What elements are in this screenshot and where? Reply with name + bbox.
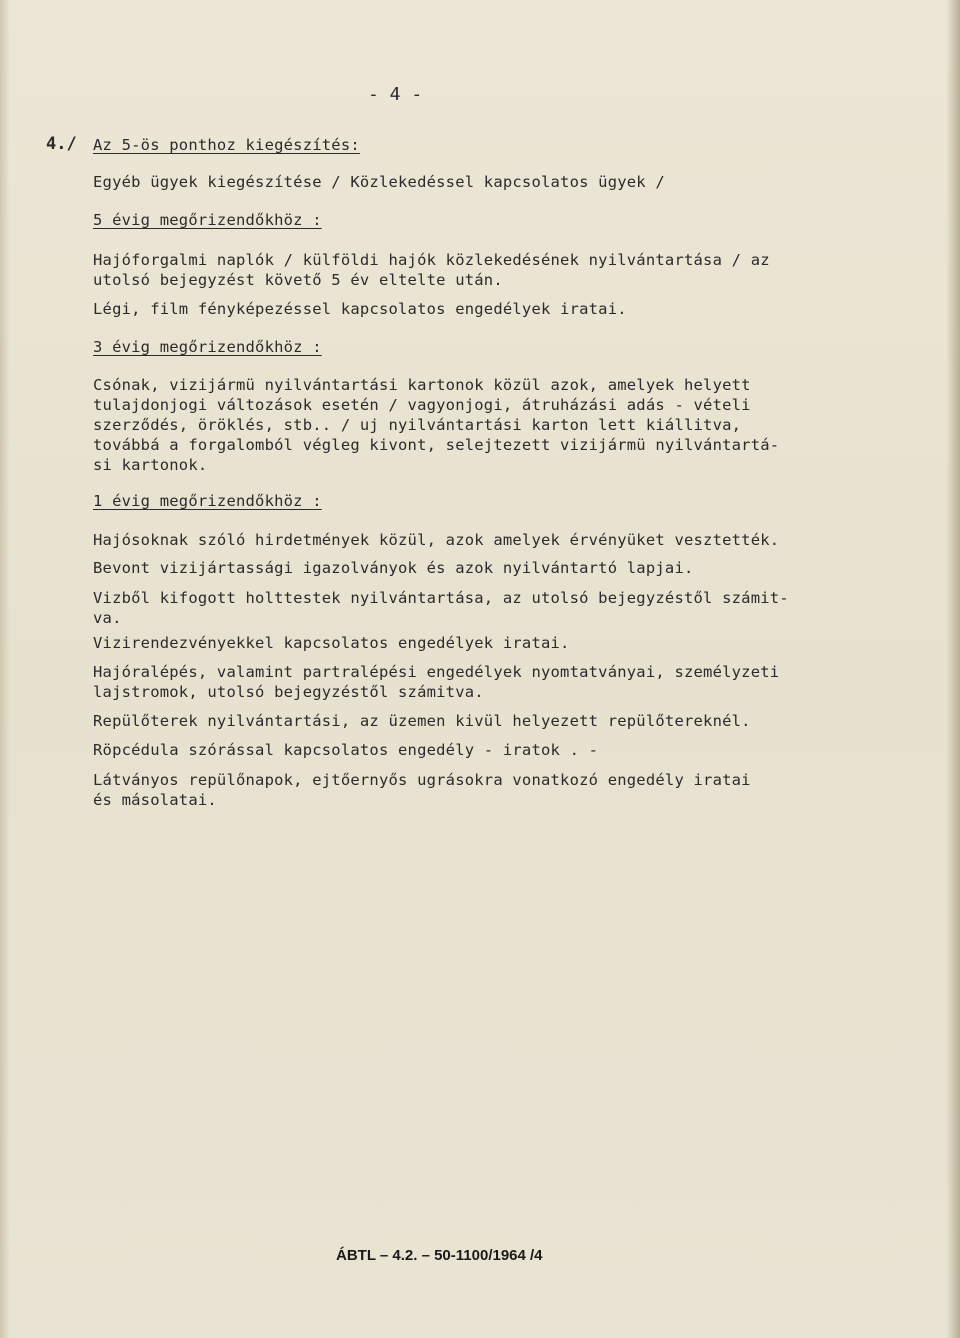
section1-line: Hajósoknak szóló hirdetmények közül, azok amelyek érvényüket vesztették. <box>93 531 780 549</box>
section1-title: 1 évig megőrizendőkhöz : <box>93 492 322 510</box>
section3-line: Csónak, vizijármü nyilvántartási kartonok közül azok, amelyek helyett <box>93 376 751 394</box>
section5-line: utolsó bejegyzést követő 5 év eltelte után. <box>93 271 503 289</box>
section3-line: tulajdonjogi változások esetén / vagyonjogi, átruházási adás - vételi <box>93 396 751 414</box>
section5-line: Hajóforgalmi naplók / külföldi hajók közlekedésének nyilvántartása / az <box>93 251 770 269</box>
page-number: - 4 - <box>368 84 423 105</box>
paper-left-edge <box>0 0 10 1338</box>
section1-line: Vizből kifogott holttestek nyilvántartása, az utolsó bejegyzéstől számit- <box>93 589 789 607</box>
paper-right-edge <box>946 0 960 1338</box>
section1-line: Repülőterek nyilvántartási, az üzemen kivül helyezett repülőtereknél. <box>93 712 751 730</box>
section1-line: Bevont vizijártassági igazolványok és azok nyilvántartó lapjai. <box>93 559 694 577</box>
archive-reference: ÁBTL – 4.2. – 50-1100/1964 /4 <box>336 1247 543 1264</box>
subheading: Egyéb ügyek kiegészítése / Közlekedéssel kapcsolatos ügyek / <box>93 173 665 191</box>
section1-line: Látványos repülőnapok, ejtőernyős ugrásokra vonatkozó engedély iratai <box>93 771 751 789</box>
section5-title: 5 évig megőrizendőkhöz : <box>93 211 322 229</box>
heading: Az 5-ös ponthoz kiegészítés: <box>93 136 360 154</box>
section3-line: si kartonok. <box>93 456 208 474</box>
section3-title: 3 évig megőrizendőkhöz : <box>93 338 322 356</box>
section1-line: va. <box>93 609 122 627</box>
section1-line: Hajóralépés, valamint partralépési engedélyek nyomtatványai, személyzeti <box>93 663 780 681</box>
section1-line: lajstromok, utolsó bejegyzéstől számitva. <box>93 683 484 701</box>
section1-line: Röpcédula szórással kapcsolatos engedély - iratok . - <box>93 741 599 759</box>
section1-line: és másolatai. <box>93 791 217 809</box>
section1-line: Vizirendezvényekkel kapcsolatos engedélyek iratai. <box>93 634 570 652</box>
section3-line: szerződés, öröklés, stb.. / uj nyilvántartási karton lett kiállitva, <box>93 416 742 434</box>
section5-line: Légi, film fényképezéssel kapcsolatos engedélyek iratai. <box>93 300 627 318</box>
section3-line: továbbá a forgalomból végleg kivont, selejtezett vizijármü nyilvántartá- <box>93 436 780 454</box>
item-number: 4./ <box>46 134 77 154</box>
